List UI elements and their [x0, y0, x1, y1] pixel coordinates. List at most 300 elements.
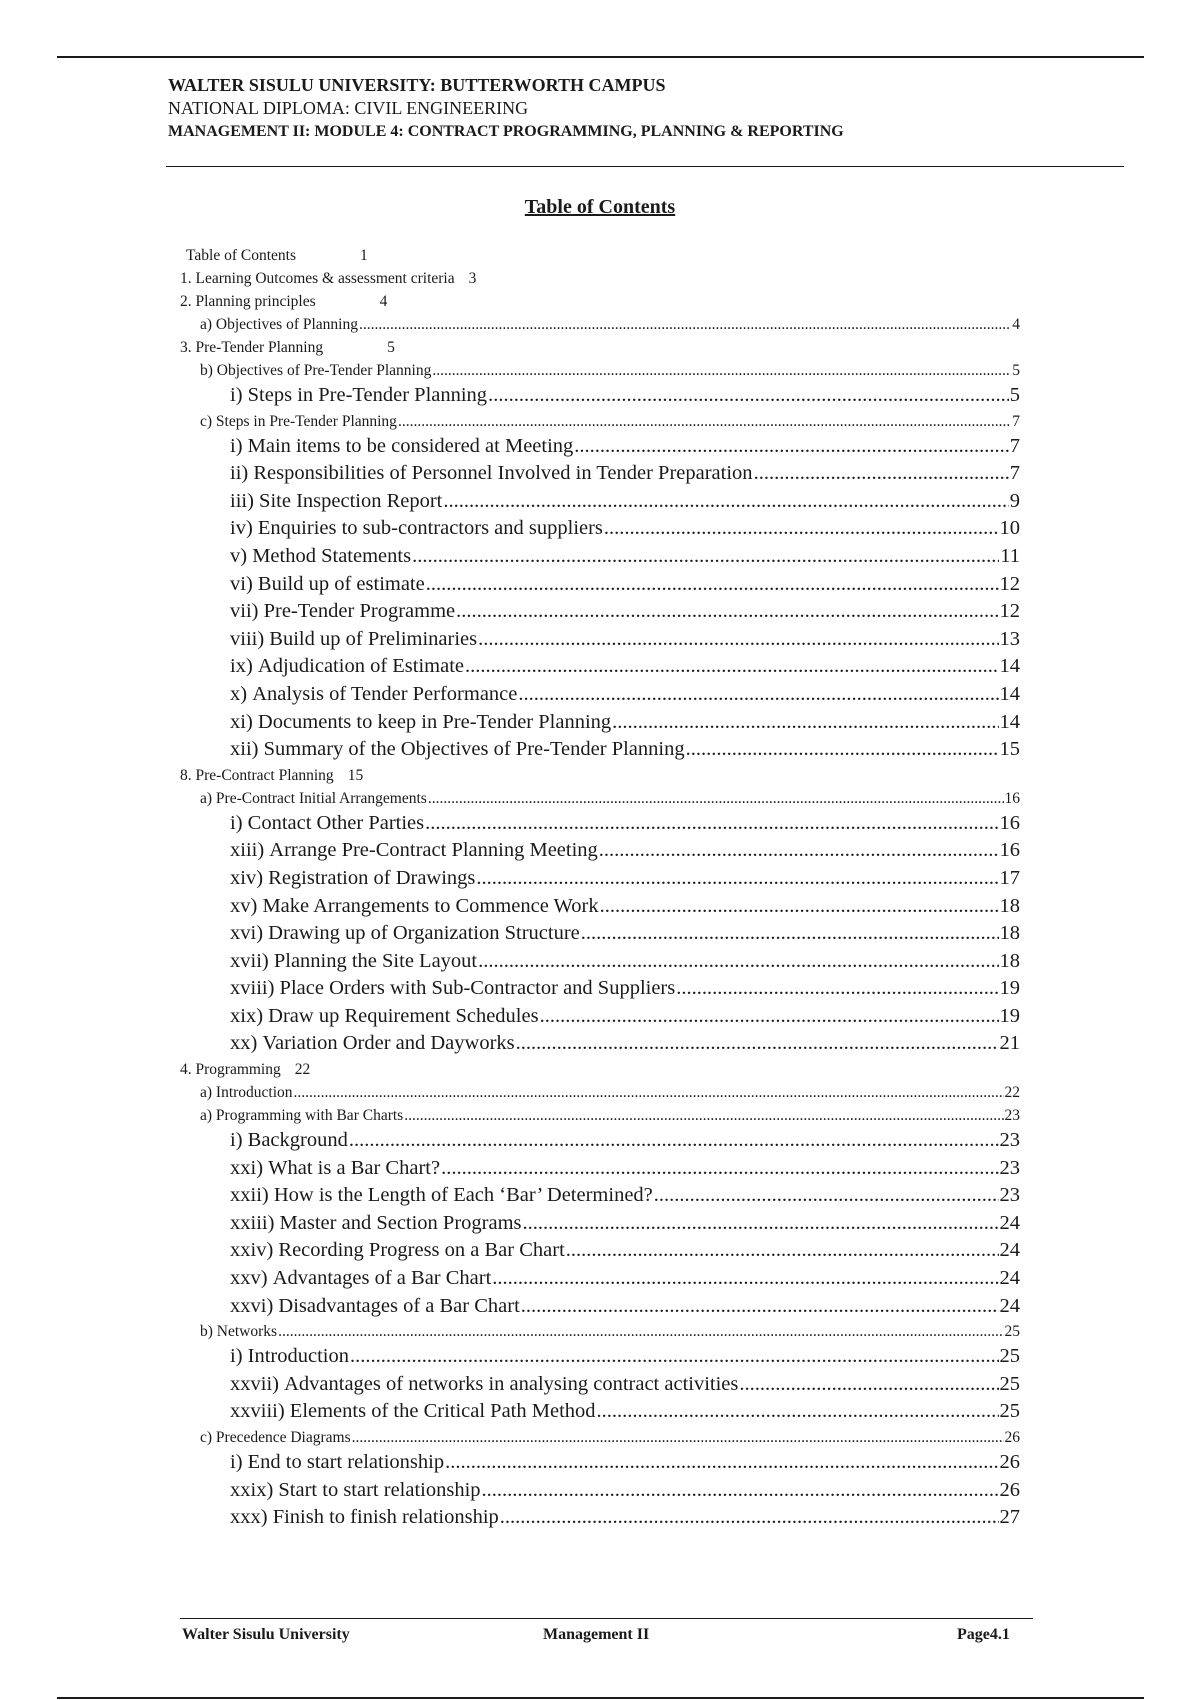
toc-entry-text: Planning the Site Layout — [273, 949, 478, 972]
toc-entry-label — [230, 1504, 499, 1532]
toc-entry-page: 23 — [999, 1184, 1020, 1207]
toc-entry-label — [230, 433, 573, 461]
toc-entry-text: Draw up Requirement Schedules — [268, 1004, 539, 1027]
footer-course: Management II — [543, 1626, 650, 1643]
toc-entry-label — [230, 543, 411, 571]
toc-dot-leader — [488, 382, 1009, 410]
toc-entry-number: xii) — [230, 738, 259, 761]
toc-dot-leader — [581, 920, 999, 948]
toc-dot-leader — [398, 410, 1011, 433]
toc-entry — [180, 1320, 1020, 1343]
toc-entry — [180, 410, 1020, 433]
toc-dot-leader — [443, 488, 1008, 516]
toc-entry-number: i) — [230, 1451, 243, 1473]
toc-entry-page: 22 — [1004, 1084, 1020, 1102]
toc-entry — [180, 515, 1020, 543]
toc-entry-label — [230, 1182, 653, 1210]
toc-dot-leader — [516, 1030, 999, 1058]
toc-entry — [180, 598, 1020, 626]
toc-entry — [180, 681, 1020, 709]
toc-entry-number: b) — [200, 362, 213, 379]
toc-dot-leader — [476, 865, 998, 893]
toc-entry-text: Background — [247, 1129, 348, 1152]
toc-dot-leader — [456, 598, 998, 626]
toc-entry-page: 7 — [1012, 412, 1020, 430]
toc-entry-number: xiv) — [230, 866, 264, 889]
toc-entry-text: Objectives of Planning — [215, 316, 358, 333]
header-diploma: NATIONAL DIPLOMA: CIVIL ENGINEERING — [168, 98, 529, 118]
toc-entry-number: xxiv) — [230, 1239, 274, 1262]
toc-entry-label — [230, 1265, 491, 1293]
toc-entry-text: Summary of the Objectives of Pre-Tender Planning — [263, 738, 685, 761]
toc-dot-leader — [428, 787, 1004, 810]
toc-entry-page: 16 — [1004, 789, 1020, 807]
header-module: MANAGEMENT II: MODULE 4: CONTRACT PROGRAMMING, PLANNING & REPORTING — [168, 123, 844, 140]
toc-entry-label — [180, 293, 316, 310]
toc-entry — [180, 1081, 1020, 1104]
toc-entry-page: 22 — [294, 1061, 311, 1079]
toc-entry-page: 15 — [999, 738, 1020, 761]
toc-entry-text: Pre-Tender Programme — [263, 600, 456, 623]
toc-entry-page: 25 — [999, 1345, 1020, 1368]
toc-entry-label — [230, 1343, 349, 1371]
toc-entry-number: xxvii) — [230, 1372, 279, 1395]
toc-entry-text: Method Statements — [252, 544, 412, 567]
toc-entry-text: Objectives of Pre-Tender Planning — [216, 362, 432, 379]
toc-entry-label — [230, 893, 599, 921]
toc-entry-page: 5 — [1012, 362, 1020, 379]
toc-entry-label — [230, 1155, 440, 1183]
toc-dot-leader — [349, 1127, 999, 1155]
toc-entry-label — [230, 1398, 596, 1426]
toc-entry-page: 9 — [1009, 489, 1020, 512]
toc-entry-label — [230, 1030, 515, 1058]
toc-entry-label — [186, 247, 296, 264]
toc-entry-label — [230, 488, 442, 516]
toc-dot-leader — [604, 515, 999, 543]
toc-entry-label — [200, 1426, 351, 1449]
toc-entry-page: 4 — [379, 293, 388, 310]
toc-entry-label — [200, 313, 358, 336]
toc-entry-page: 26 — [1004, 1429, 1020, 1446]
toc-entry-number: xxi) — [230, 1156, 264, 1179]
toc-entry — [180, 543, 1020, 571]
toc-entry-number: a) — [200, 316, 213, 333]
toc-entry-page: 5 — [387, 339, 395, 356]
toc-entry-number: 8. — [180, 766, 192, 784]
toc-entry-page: 24 — [999, 1267, 1020, 1290]
toc-entry-page: 23 — [1004, 1107, 1020, 1125]
toc-entry — [180, 1293, 1020, 1321]
toc-entry — [180, 460, 1020, 488]
toc-entry-label — [230, 837, 598, 865]
toc-entry-label — [200, 1104, 403, 1127]
toc-entry — [180, 893, 1020, 921]
top-rule — [57, 56, 1144, 58]
toc-entry-number: iii) — [230, 489, 254, 512]
toc-entry-text: Advantages of a Bar Chart — [272, 1267, 492, 1290]
toc-entry — [180, 290, 1020, 313]
toc-entry-text: Introduction — [215, 1084, 293, 1102]
toc-dot-leader — [404, 1104, 1003, 1127]
toc-entry-number: viii) — [230, 627, 265, 650]
toc-entry-number: xxiii) — [230, 1211, 275, 1234]
toc-entry — [180, 1210, 1020, 1238]
toc-entry-page: 1 — [359, 247, 368, 264]
toc-entry — [180, 571, 1020, 599]
toc-entry-label — [200, 410, 397, 433]
toc-entry-text: Variation Order and Dayworks — [262, 1032, 515, 1055]
footer-rule — [180, 1618, 1033, 1619]
toc-entry-label — [230, 1449, 444, 1477]
toc-entry-text: Disadvantages of a Bar Chart — [278, 1294, 520, 1317]
toc-entry-text: Steps in Pre-Tender Planning — [215, 412, 397, 430]
toc-entry-label — [230, 1237, 565, 1265]
toc-entry — [180, 1265, 1020, 1293]
toc-entry-number: ii) — [230, 462, 249, 485]
toc-entry-text: Enquiries to sub-contractors and suppliers — [257, 517, 603, 540]
toc-entry-text: End to start relationship — [247, 1451, 445, 1473]
toc-dot-leader — [278, 1320, 1003, 1343]
toc-dot-leader — [676, 975, 998, 1003]
toc-entry-page: 7 — [1009, 462, 1020, 485]
toc-entry — [180, 1030, 1020, 1058]
toc-entry — [180, 336, 1020, 359]
toc-dot-leader — [540, 1003, 999, 1031]
toc-entry — [180, 1127, 1020, 1155]
toc-entry-number: xi) — [230, 710, 253, 733]
toc-entry — [180, 1398, 1020, 1426]
toc-entry-number: v) — [230, 544, 248, 567]
toc-entry-label — [230, 1210, 522, 1238]
toc-entry-page: 11 — [1000, 544, 1020, 567]
toc-entry — [180, 1477, 1020, 1505]
toc-entry — [180, 653, 1020, 681]
toc-entry-number: xxv) — [230, 1267, 268, 1290]
toc-entry-number: i) — [230, 1345, 243, 1368]
toc-entry-label — [180, 339, 323, 356]
toc-entry-page: 23 — [999, 1129, 1020, 1152]
toc-entry-number: xxii) — [230, 1184, 269, 1207]
toc-dot-leader — [352, 1426, 1004, 1449]
toc-entry-number: xix) — [230, 1004, 264, 1027]
toc-entry-text: Documents to keep in Pre-Tender Planning — [257, 710, 612, 733]
toc-entry-text: Learning Outcomes & assessment criteria — [195, 270, 455, 287]
toc-entry-page: 19 — [999, 977, 1020, 1000]
toc-entry-label — [230, 626, 477, 654]
toc-dot-leader — [521, 1293, 999, 1321]
toc-entry-page: 21 — [999, 1032, 1020, 1055]
toc-entry-label — [230, 653, 464, 681]
toc-entry-text: Precedence Diagrams — [215, 1429, 351, 1446]
toc-entry-number: xvi) — [230, 922, 264, 945]
toc-entry-number: a) — [200, 789, 213, 807]
table-of-contents — [180, 244, 1020, 1532]
toc-dot-leader — [445, 1449, 998, 1477]
toc-entry-label — [200, 359, 431, 382]
toc-entry-label — [230, 709, 611, 737]
toc-entry-number: c) — [200, 1429, 213, 1446]
toc-entry — [180, 975, 1020, 1003]
toc-entry — [180, 1058, 1020, 1081]
toc-entry-label — [180, 1061, 281, 1078]
toc-entry-page: 12 — [999, 572, 1020, 595]
toc-entry-number: xviii) — [230, 977, 275, 1000]
toc-entry-text: Programming with Bar Charts — [215, 1107, 404, 1125]
toc-entry-text: Make Arrangements to Commence Work — [262, 894, 599, 917]
toc-entry-text: Start to start relationship — [278, 1478, 481, 1501]
toc-entry-text: Planning principles — [195, 293, 316, 310]
toc-entry-label — [230, 1003, 539, 1031]
toc-entry-text: Networks — [216, 1323, 278, 1341]
toc-entry-text: Build up of Preliminaries — [269, 627, 478, 650]
toc-entry-text: Advantages of networks in analysing contract activities — [284, 1372, 739, 1395]
toc-entry — [180, 1182, 1020, 1210]
toc-entry-number: i) — [230, 434, 243, 457]
toc-entry-text: Main items to be considered at Meeting — [247, 434, 574, 457]
footer-university: Walter Sisulu University — [182, 1626, 350, 1643]
toc-entry-number: xxix) — [230, 1478, 274, 1501]
toc-entry-text: Site Inspection Report — [259, 489, 443, 512]
toc-entry-number: xvii) — [230, 949, 269, 972]
toc-dot-leader — [426, 571, 999, 599]
toc-entry-label — [230, 1293, 520, 1321]
toc-dot-leader — [612, 709, 998, 737]
toc-entry — [180, 382, 1020, 410]
toc-entry — [180, 1371, 1020, 1399]
toc-dot-leader — [518, 681, 998, 709]
toc-entry — [180, 709, 1020, 737]
toc-entry-text: Finish to finish relationship — [272, 1506, 499, 1529]
toc-entry-number: iv) — [230, 517, 253, 540]
toc-entry-label — [200, 1081, 293, 1104]
toc-entry-text: Drawing up of Organization Structure — [268, 922, 580, 945]
toc-entry-number: ix) — [230, 655, 253, 678]
toc-entry-number: vii) — [230, 600, 259, 623]
toc-entry — [180, 626, 1020, 654]
toc-entry-page: 26 — [999, 1478, 1020, 1501]
toc-entry-page: 25 — [999, 1372, 1020, 1395]
toc-dot-leader — [686, 736, 999, 764]
toc-entry-number: xxviii) — [230, 1400, 285, 1423]
toc-dot-leader — [574, 433, 1008, 461]
toc-dot-leader — [441, 1155, 998, 1183]
toc-dot-leader — [500, 1504, 999, 1532]
toc-entry — [180, 1426, 1020, 1449]
toc-dot-leader — [478, 948, 998, 976]
toc-entry-label — [230, 1477, 481, 1505]
toc-entry-number: 1. — [180, 270, 192, 287]
toc-entry-label — [230, 948, 477, 976]
toc-entry — [180, 313, 1020, 336]
toc-entry-number: xxvi) — [230, 1294, 274, 1317]
toc-entry-text: Programming — [195, 1061, 281, 1079]
toc-entry-number: xx) — [230, 1032, 258, 1055]
toc-entry-page: 18 — [999, 922, 1020, 945]
toc-dot-leader — [359, 313, 1011, 336]
toc-dot-leader — [478, 626, 998, 654]
toc-entry-text: Pre-Contract Planning — [195, 766, 334, 784]
toc-entry-number: 3. — [180, 339, 192, 356]
toc-entry-number: xxx) — [230, 1506, 268, 1529]
toc-entry-label — [230, 460, 753, 488]
toc-entry — [180, 1003, 1020, 1031]
toc-entry-page: 12 — [999, 600, 1020, 623]
toc-entry — [180, 865, 1020, 893]
toc-entry — [180, 837, 1020, 865]
toc-entry-number: i) — [230, 811, 243, 834]
toc-entry-page: 16 — [999, 839, 1020, 862]
toc-entry-page: 18 — [999, 949, 1020, 972]
toc-dot-leader — [425, 810, 998, 838]
toc-entry-page: 24 — [999, 1294, 1020, 1317]
toc-entry-text: Elements of the Critical Path Method — [289, 1400, 596, 1423]
toc-entry-label — [230, 681, 517, 709]
toc-entry-text: Arrange Pre-Contract Planning Meeting — [269, 839, 598, 862]
toc-entry-page: 15 — [347, 766, 364, 784]
toc-dot-leader — [523, 1210, 999, 1238]
toc-entry-page: 3 — [468, 270, 477, 287]
toc-entry — [180, 1237, 1020, 1265]
toc-dot-leader — [754, 460, 1009, 488]
toc-entry-text: Place Orders with Sub-Contractor and Suppliers — [279, 977, 676, 1000]
toc-entry-number: a) — [200, 1107, 213, 1125]
toc-entry-number: i) — [230, 384, 243, 406]
toc-entry — [180, 736, 1020, 764]
header-university: WALTER SISULU UNIVERSITY: BUTTERWORTH CAMPUS — [168, 75, 666, 95]
toc-dot-leader — [412, 543, 999, 571]
toc-entry-page: 26 — [999, 1451, 1020, 1473]
toc-dot-leader — [432, 359, 1011, 382]
toc-entry — [180, 433, 1020, 461]
toc-entry-page: 4 — [1012, 316, 1020, 333]
toc-entry-number: xv) — [230, 894, 258, 917]
toc-entry-text: What is a Bar Chart? — [268, 1156, 441, 1179]
toc-entry — [180, 787, 1020, 810]
toc-entry — [180, 359, 1020, 382]
toc-entry-number: 4. — [180, 1061, 192, 1079]
toc-entry-page: 7 — [1009, 434, 1020, 457]
toc-entry-text: Registration of Drawings — [268, 866, 476, 889]
toc-dot-leader — [600, 893, 999, 921]
toc-entry-number: b) — [200, 1323, 213, 1341]
toc-entry-number: xiii) — [230, 839, 265, 862]
toc-entry — [180, 810, 1020, 838]
toc-dot-leader — [599, 837, 999, 865]
toc-entry-label — [230, 1127, 348, 1155]
toc-dot-leader — [654, 1182, 999, 1210]
toc-entry-page: 10 — [999, 517, 1020, 540]
toc-entry-text: Adjudication of Estimate — [257, 655, 464, 678]
toc-entry-number: vi) — [230, 572, 253, 595]
toc-entry-page: 24 — [999, 1211, 1020, 1234]
toc-entry-number: 2. — [180, 293, 192, 310]
toc-entry — [180, 244, 1020, 267]
toc-entry — [180, 1343, 1020, 1371]
toc-title: Table of Contents — [524, 196, 676, 218]
toc-entry-label — [230, 810, 424, 838]
header-rule — [166, 166, 1124, 167]
toc-entry-page: 24 — [999, 1239, 1020, 1262]
toc-entry — [180, 1449, 1020, 1477]
toc-entry-label — [200, 1320, 277, 1343]
toc-entry-label — [230, 571, 425, 599]
footer-page-number: Page4.1 — [957, 1626, 1010, 1643]
toc-entry-text: Build up of estimate — [257, 572, 425, 595]
toc-entry-label — [200, 787, 427, 810]
toc-entry-page: 27 — [999, 1506, 1020, 1529]
toc-entry-label — [230, 736, 685, 764]
toc-entry-label — [180, 270, 455, 287]
toc-entry — [180, 1155, 1020, 1183]
toc-entry-page: 5 — [1009, 384, 1020, 406]
toc-entry — [180, 488, 1020, 516]
toc-entry-text: Master and Section Programs — [279, 1211, 522, 1234]
toc-entry — [180, 1504, 1020, 1532]
toc-entry-number: i) — [230, 1129, 243, 1152]
toc-dot-leader — [294, 1081, 1004, 1104]
toc-entry-text: Pre-Contract Initial Arrangements — [215, 789, 427, 807]
toc-entry-page: 14 — [999, 682, 1020, 705]
toc-dot-leader — [597, 1398, 999, 1426]
toc-entry-label — [180, 767, 334, 784]
toc-entry-text: Steps in Pre-Tender Planning — [247, 384, 488, 406]
toc-entry — [180, 920, 1020, 948]
toc-entry-label — [230, 975, 675, 1003]
toc-entry-text: Pre-Tender Planning — [195, 339, 324, 356]
toc-entry — [180, 764, 1020, 787]
toc-dot-leader — [350, 1343, 999, 1371]
toc-entry-label — [230, 1371, 738, 1399]
toc-entry-page: 23 — [999, 1156, 1020, 1179]
toc-entry-text: Responsibilities of Personnel Involved in Tender Preparation — [253, 462, 753, 485]
toc-entry-page: 25 — [1004, 1323, 1020, 1341]
toc-entry — [180, 1104, 1020, 1127]
toc-dot-leader — [482, 1477, 999, 1505]
toc-entry-page: 13 — [999, 627, 1020, 650]
toc-entry-label — [230, 598, 455, 626]
toc-entry-text: Contact Other Parties — [247, 811, 425, 834]
toc-entry-page: 18 — [999, 894, 1020, 917]
toc-entry-text: How is the Length of Each ‘Bar’ Determined? — [273, 1184, 653, 1207]
toc-entry-text: Table of Contents — [186, 247, 296, 264]
document-header — [168, 74, 844, 143]
toc-entry-number: c) — [200, 412, 213, 430]
toc-entry-page: 14 — [999, 655, 1020, 678]
toc-dot-leader — [465, 653, 999, 681]
toc-entry-label — [230, 920, 580, 948]
toc-entry-text: Recording Progress on a Bar Chart — [278, 1239, 565, 1262]
toc-entry-text: Introduction — [247, 1345, 349, 1368]
toc-entry — [180, 948, 1020, 976]
toc-entry-text: Analysis of Tender Performance — [252, 682, 518, 705]
toc-entry-page: 16 — [999, 811, 1020, 834]
toc-entry-page: 19 — [999, 1004, 1020, 1027]
toc-entry-number: a) — [200, 1084, 213, 1102]
toc-entry-label — [230, 865, 475, 893]
toc-entry-label — [230, 515, 603, 543]
toc-dot-leader — [492, 1265, 998, 1293]
toc-entry-page: 14 — [999, 710, 1020, 733]
toc-dot-leader — [739, 1371, 998, 1399]
toc-entry-label — [230, 382, 487, 410]
toc-entry-page: 17 — [999, 866, 1020, 889]
toc-entry-number: x) — [230, 682, 248, 705]
bottom-rule — [57, 1697, 1144, 1699]
toc-entry — [180, 267, 1020, 290]
toc-entry-page: 25 — [999, 1400, 1020, 1423]
toc-dot-leader — [566, 1237, 999, 1265]
